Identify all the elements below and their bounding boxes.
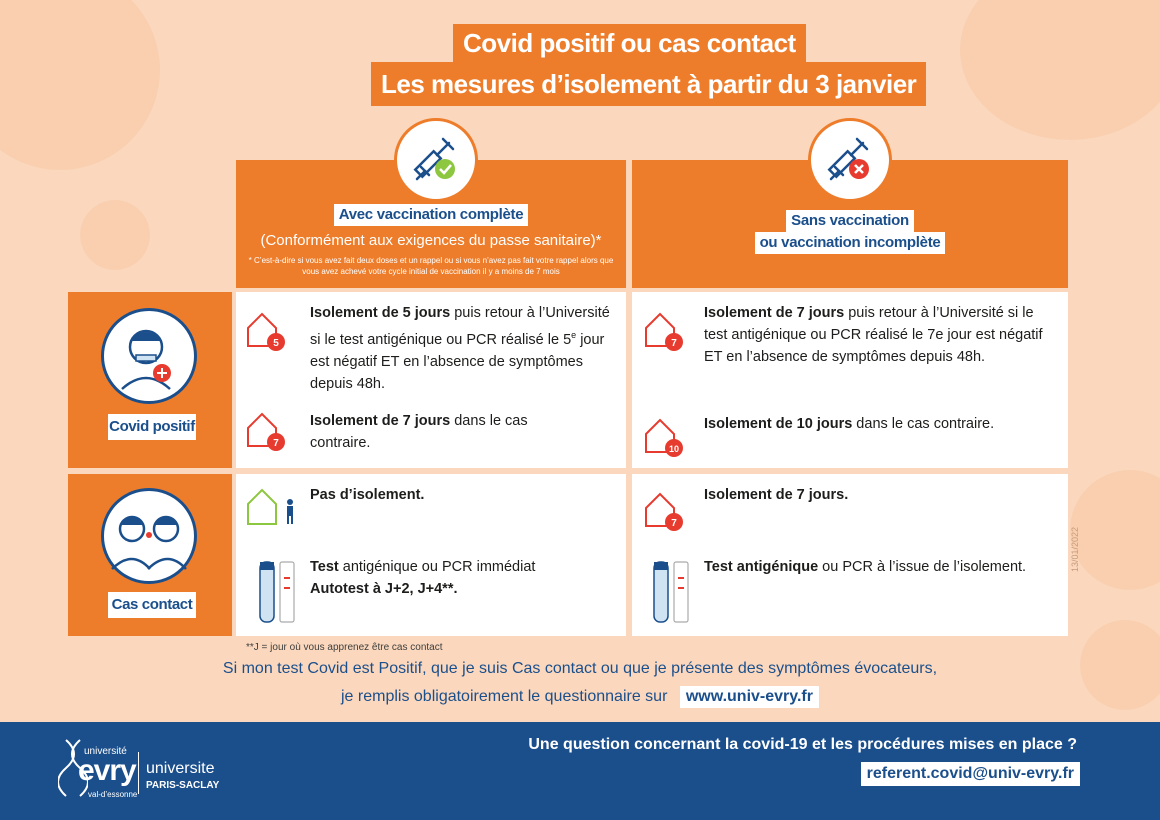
bold-text: Test antigénique [704,559,819,575]
bold-text: Pas d’isolement. [310,487,425,503]
logo2-main: universite [146,760,215,777]
logo2-sub: PARIS-SACLAY [146,780,220,791]
footer [0,722,1160,820]
text: ou PCR à l’issue de l’isolement. [818,559,1027,575]
house-5-icon [244,308,284,348]
logo1-sub: val-d’essonne [88,790,138,799]
page-subtitle: Les mesures d’isolement à partir du 3 janvier [371,62,926,106]
test-kit-icon [652,558,692,628]
bold-text: Isolement de 10 jours [704,416,853,432]
column-label-vaccinated: Avec vaccination complète [334,204,529,226]
house-7-icon [244,408,284,448]
logo-divider [138,752,139,794]
text: dans le cas contraire. [310,413,528,451]
bold-text: Isolement de 5 jours [310,305,451,321]
contact-email-link[interactable]: referent.covid@univ-evry.fr [861,762,1080,786]
house-10-icon [642,414,682,454]
house-7-icon [642,488,682,528]
people-contact-icon [101,488,197,584]
website-link[interactable]: www.univ-evry.fr [680,686,819,708]
house-7-icon [642,308,682,348]
logo-univ-evry [58,732,148,810]
row-side-positive [68,292,232,468]
badge-text: 10 [668,444,680,454]
cell-contact-unvaccinated [632,474,1068,636]
virus-decoration-icon [0,0,160,170]
bold-text: Isolement de 7 jours [310,413,451,429]
text: jour est négatif ET en l’absence de symptômes depuis 48h. [310,331,605,392]
text: dans le cas contraire. [852,416,995,432]
text: puis retour à l’Université si le test antigénique ou PCR réalisé le 7e jour est négatif ET en l’absence de symptômes depuis 48h. [704,305,1043,365]
test-kit-icon [258,558,298,628]
bold-text: Isolement de 7 jours [704,305,845,321]
logo1-main: evry [78,754,136,787]
bottom-line-1: Si mon test Covid est Positif, que je suis Cas contact ou que je présente des symptômes évocateurs, [222,660,938,677]
contact-vaccinated-text-b [310,556,610,600]
badge-text: 7 [671,518,677,529]
syringe-cross-icon [808,118,892,202]
contact-vaccinated-text-a [310,484,610,506]
badge-text: 7 [273,438,279,449]
cell-positive-vaccinated [236,292,626,468]
house-person-icon [244,484,284,524]
virus-decoration-icon [1070,470,1160,590]
positive-unvaccinated-text-b [704,413,1054,435]
column-sub-vaccinated: (Conformément aux exigences du passe sanitaire)* [260,232,602,249]
bottom-line-2-text: je remplis obligatoirement le questionnaire sur [341,688,668,705]
contact-unvaccinated-text-a [704,484,1054,506]
contact-unvaccinated-text-b [704,556,1064,578]
column-label-unvaccinated-1: Sans vaccination [786,210,914,232]
row-side-contact [68,474,232,636]
person-positive-icon [101,308,197,404]
column-label-unvaccinated-2: ou vaccination incomplète [755,232,946,254]
positive-vaccinated-text-b [310,410,580,454]
page-title: Covid positif ou cas contact [453,24,806,62]
text: puis retour à l’Université si le test antigénique ou PCR réalisé le 5 [310,305,610,348]
row-label-contact: Cas contact [108,592,196,618]
virus-decoration-icon [80,200,150,270]
virus-decoration-icon [960,0,1160,140]
badge-text: 5 [273,338,279,349]
bold-text: Autotest à J+2, J+4**. [310,581,458,597]
positive-vaccinated-text-a [310,302,610,395]
cell-contact-vaccinated [236,474,626,636]
print-date: 13/01/2022 [1070,526,1080,572]
bold-text: Test [310,559,339,575]
bottom-line-2 [0,686,1160,708]
row-label-positive: Covid positif [108,414,196,440]
badge-text: 7 [671,338,677,349]
syringe-check-icon [394,118,478,202]
footer-question: Une question concernant la covid-19 et les procédures mises en place ? [528,736,1077,753]
text: antigénique ou PCR immédiat [338,559,536,575]
cell-positive-unvaccinated [632,292,1068,468]
bold-text: Isolement de 7 jours. [704,487,849,503]
positive-unvaccinated-text-a [704,302,1054,368]
superscript: e [571,330,577,340]
footnote: **J = jour où vous apprenez être cas contact [246,642,443,653]
column-note-vaccinated: * C’est-à-dire si vous avez fait deux doses et un rappel ou si vous n’avez pas fait votre rappel alors que vous avez achevé votre cycle initial de vaccination il y a moins de 7 mois [248,256,614,276]
logo1-top: université [84,746,127,757]
